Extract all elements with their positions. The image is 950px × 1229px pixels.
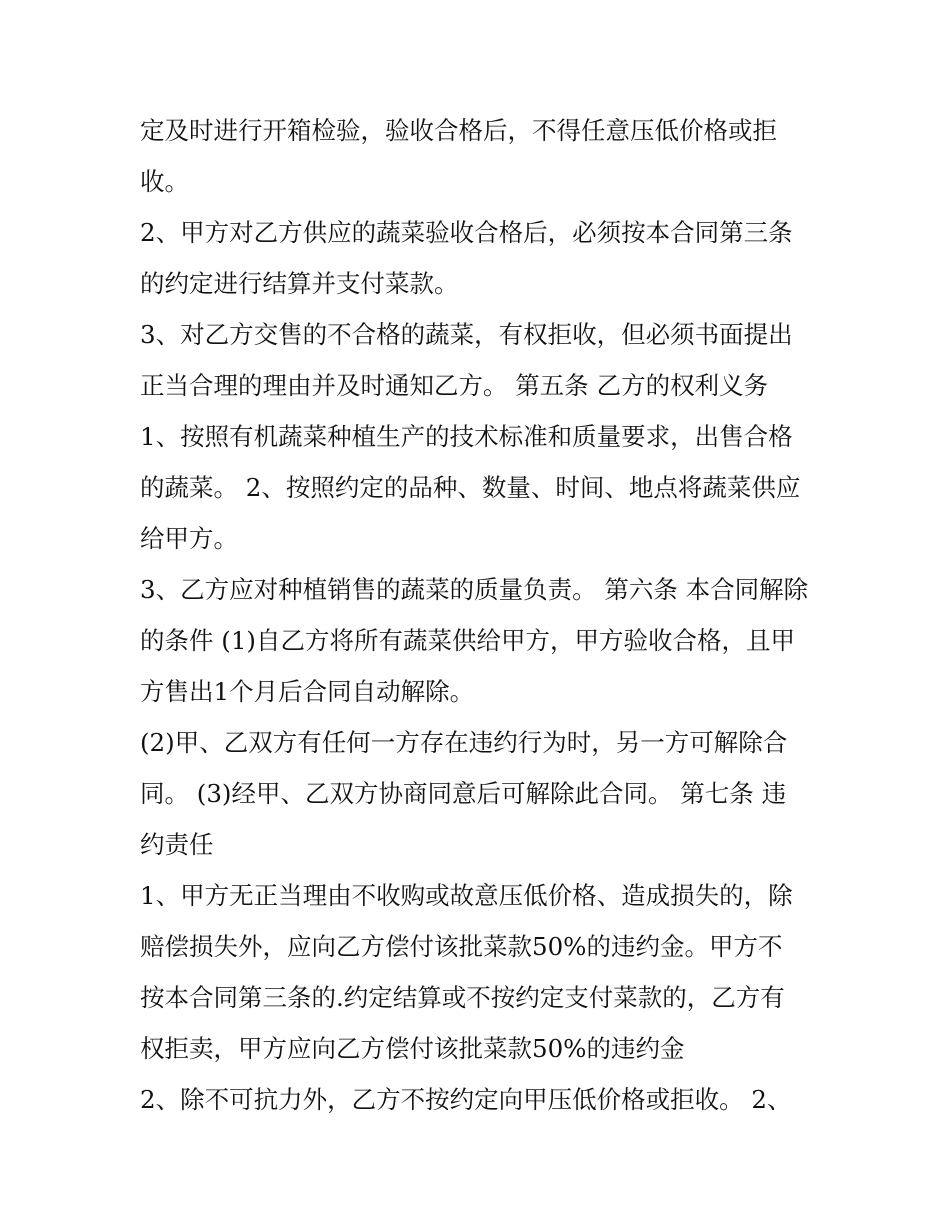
text-line-14: 同。 (3)经甲、乙双方协商同意后可解除此合同。 第七条 违 xyxy=(140,779,787,808)
text-line-13: (2)甲、乙双方有任何一方存在违约行为时，另一方可解除合 xyxy=(140,728,788,757)
text-line-5: 3、对乙方交售的不合格的蔬菜，有权拒收，但必须书面提出 xyxy=(140,320,793,349)
text-line-15: 约责任 xyxy=(140,830,214,859)
text-line-16: 1、甲方无正当理由不收购或故意压低价格、造成损失的，除 xyxy=(140,881,793,910)
text-line-19: 权拒卖，甲方应向乙方偿付该批菜款50%的违约金 xyxy=(140,1034,685,1063)
text-line-20: 2、除不可抗力外，乙方不按约定向甲压低价格或拒收。 2、 xyxy=(140,1085,792,1114)
text-line-6: 正当合理的理由并及时通知乙方。 第五条 乙方的权利义务 xyxy=(140,371,769,400)
text-line-7: 1、按照有机蔬菜种植生产的技术标准和质量要求，出售合格 xyxy=(140,422,793,451)
text-line-4: 的约定进行结算并支付菜款。 xyxy=(140,269,459,298)
text-line-1: 定及时进行开箱检验，验收合格后，不得任意压低价格或拒 xyxy=(140,116,777,145)
text-line-8: 的蔬菜。 2、按照约定的品种、数量、时间、地点将蔬菜供应 xyxy=(140,473,801,502)
text-line-11: 的条件 (1)自乙方将所有蔬菜供给甲方，甲方验收合格，且甲 xyxy=(140,626,795,655)
text-line-12: 方售出1个月后合同自动解除。 xyxy=(140,677,475,706)
text-line-9: 给甲方。 xyxy=(140,524,238,553)
contract-text xyxy=(140,105,820,1125)
text-line-17: 赔偿损失外，应向乙方偿付该批菜款50%的违约金。甲方不 xyxy=(140,932,783,961)
text-line-18: 按本合同第三条的.约定结算或不按约定支付菜款的，乙方有 xyxy=(140,983,785,1012)
text-line-3: 2、甲方对乙方供应的蔬菜验收合格后，必须按本合同第三条 xyxy=(140,218,793,247)
text-line-10: 3、乙方应对种植销售的蔬菜的质量负责。 第六条 本合同解除 xyxy=(140,575,809,604)
text-line-2: 收。 xyxy=(140,167,189,196)
